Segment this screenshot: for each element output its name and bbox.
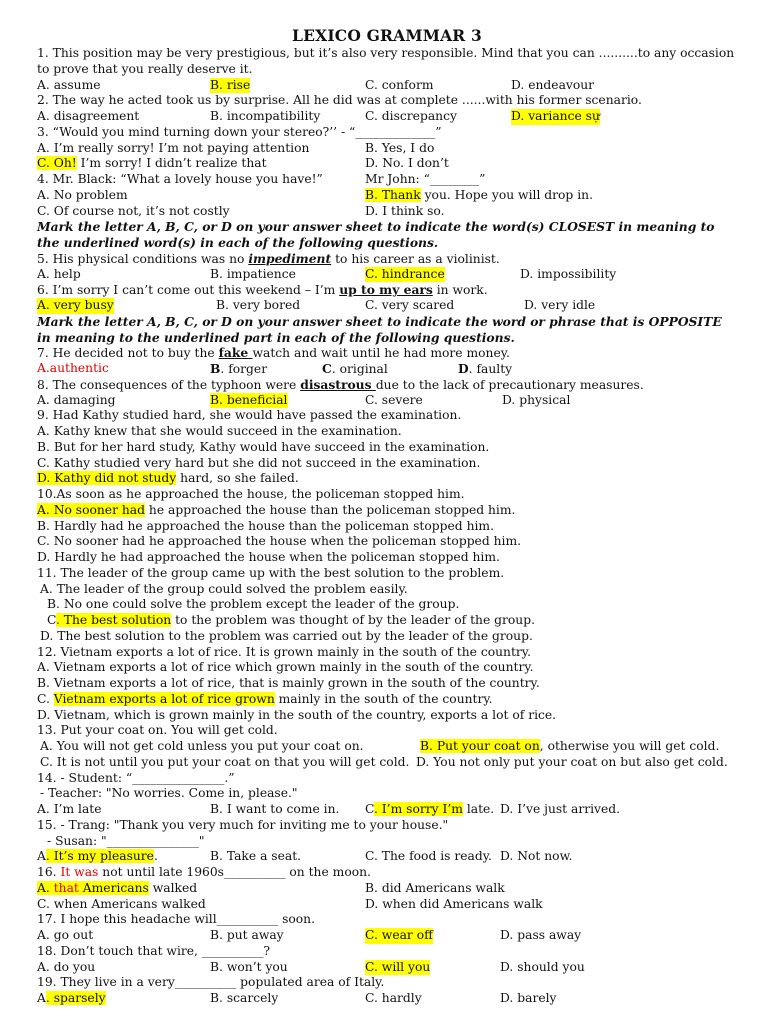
q5-option-a: A. help: [37, 266, 81, 281]
q12-option-b: B. Vietnam exports a lot of rice, that is mainly grown in the south of the country.: [37, 676, 540, 690]
q7-option-c: [322, 361, 388, 378]
q5-option-c: C. hindrance: [365, 266, 445, 281]
q16-option-d: D. when did Americans walk: [365, 896, 543, 911]
q14-option-c-rest: late.: [462, 802, 495, 816]
q11-option-c: [37, 613, 737, 629]
q19-option-c: C. hardly: [365, 991, 422, 1005]
question-18-stem: 18. Don’t touch that wire, __________?: [37, 943, 270, 958]
question-15-stem: 15. - Trang: "Thank you very much for inviting me to your house.": [37, 817, 449, 832]
q6-option-c: C. very scared: [365, 298, 455, 312]
question-3-options-cd: [37, 156, 737, 172]
q13-option-b-rest: , otherwise you will get cold.: [539, 739, 720, 753]
q1-option-a: A. assume: [37, 77, 101, 92]
question-5-options: [37, 267, 737, 283]
q6-underlined-phrase: up to my ears: [339, 282, 433, 298]
q11-option-b: B. No one could solve the problem except the leader of the group.: [47, 597, 460, 612]
q15-option-a-rest: .: [153, 849, 158, 864]
q5-option-d: D. impossibility: [520, 266, 617, 281]
q11-option-d: D. The best solution to the problem was carried out by the leader of the group.: [40, 628, 533, 643]
q3-option-c-highlight: C. Oh!: [37, 156, 77, 171]
question-17-options: [37, 928, 737, 944]
q12-option-c: [37, 692, 737, 708]
question-4-options-cd: [37, 204, 737, 220]
q7-option-d: [458, 361, 512, 378]
question-14-stem: 14. - Student: “_______________.”: [37, 770, 235, 785]
q18-option-b: B. won’t you: [210, 959, 288, 974]
q6-option-d: D. very idle: [524, 298, 596, 312]
page-title: LEXICO GRAMMAR 3: [292, 26, 482, 45]
question-13-options-cd: [37, 755, 737, 771]
q15-option-c: C. The food is ready.: [365, 849, 492, 864]
q4-option-b-highlight: B. Thank: [365, 187, 421, 202]
q16-option-b: B. did Americans walk: [365, 880, 505, 895]
q6-stem-post: in work.: [432, 283, 488, 298]
question-11-stem: 11. The leader of the group came up with the best solution to the problem.: [37, 565, 505, 580]
q8-stem-post: due to the lack of precautionary measures.: [375, 377, 644, 392]
worksheet: [37, 26, 737, 1007]
q8-stem-pre: 8. The consequences of the typhoon were: [37, 377, 301, 392]
q10-option-a: [37, 503, 737, 519]
question-1-stem: 1. This position may be very prestigious, but it’s also very responsible. Mind that you can ..........to any occasion to prove that you really deserve it.: [37, 46, 735, 76]
question-18-options: [37, 960, 737, 976]
q7-option-b: [210, 361, 267, 378]
q7-stem-pre: 7. He decided not to buy the: [37, 346, 219, 361]
q2-option-d: D. variance sự: [511, 109, 600, 123]
q3-option-d: D. No. I don’t: [365, 156, 449, 171]
question-7-options: [37, 361, 737, 377]
q5-option-b: B. impatience: [210, 266, 296, 281]
q15-option-b: B. Take a seat.: [210, 849, 302, 864]
q14-option-d: D. I’ve just arrived.: [500, 802, 621, 816]
question-4-options-ab: [37, 188, 737, 204]
q10-option-b: B. Hardly had he approached the house than the policeman stopped him.: [37, 518, 494, 533]
q4-option-b: [365, 188, 593, 204]
q4-option-a: A. No problem: [37, 187, 128, 202]
question-17-stem: 17. I hope this headache will__________ soon.: [37, 912, 316, 927]
q11-option-a: A. The leader of the group could solved the problem easily.: [40, 581, 408, 596]
q14-option-c: [365, 802, 494, 818]
q9-option-d-highlight: D. Kathy did not study: [37, 471, 177, 486]
q12-option-c-highlight: Vietnam exports a lot of rice grown: [53, 691, 275, 706]
q10-option-d: D. Hardly he had approached the house when the policeman stopped him.: [37, 550, 500, 564]
q16-stem-post: not until late 1960s__________ on the moon.: [98, 865, 371, 879]
q13-option-c: C. It is not until you put your coat on that you will get cold.: [40, 754, 410, 769]
q7-option-d-letter: D: [458, 361, 469, 376]
q5-stem-pre: 5. His physical conditions was no: [37, 251, 249, 266]
q11-option-c-highlight: . The best solution: [55, 613, 172, 627]
q17-option-a: A. go out: [37, 928, 94, 942]
q19-option-b: B. scarcely: [210, 991, 279, 1005]
q7-option-c-text: . original: [331, 362, 388, 376]
question-19-options: [37, 991, 737, 1007]
q11-option-c-rest: to the problem was thought of by the leader of the group.: [171, 613, 535, 627]
question-10-stem: 10.As soon as he approached the house, the policeman stopped him.: [37, 487, 465, 501]
q13-option-d: D. You not only put your coat on but also get cold.: [416, 754, 728, 769]
question-8-options: [37, 393, 737, 409]
question-13-stem: 13. Put your coat on. You will get cold.: [37, 723, 278, 738]
question-15-reply: - Susan: "_______________": [47, 833, 205, 848]
question-4-stem: 4. Mr. Black: “What a lovely house you have!”: [37, 172, 323, 186]
q10-option-a-rest: he approached the house than the policeman stopped him.: [145, 502, 516, 517]
q6-option-a: A. very busy: [37, 298, 114, 312]
q18-option-a: A. do you: [37, 959, 96, 974]
q10-option-c: C. No sooner had he approached the house when the policeman stopped him.: [37, 534, 522, 549]
q14-option-b: B. I want to come in.: [210, 802, 340, 816]
q1-option-c: C. conform: [365, 77, 434, 92]
q16-stem-pre: 16.: [37, 865, 61, 879]
q1-option-b: B. rise: [210, 77, 251, 92]
q14-option-c-letter: C: [365, 802, 374, 816]
q10-option-a-highlight: A. No sooner had: [37, 502, 145, 517]
question-2-options: [37, 109, 737, 125]
question-5-stem: [37, 251, 737, 267]
q8-underlined-word: disastrous: [300, 376, 376, 392]
q16-stem-red: It was: [60, 865, 99, 879]
q13-option-a: A. You will not get cold unless you put your coat on.: [40, 739, 364, 753]
question-16-options-cd: [37, 897, 737, 913]
q19-option-d: D. barely: [500, 991, 557, 1005]
q8-option-d: D. physical: [502, 392, 571, 407]
question-3-stem: 3. “Would you mind turning down your stereo?’’ - “_____________”: [37, 124, 442, 139]
q15-option-d: D. Not now.: [500, 849, 573, 864]
q15-option-a-letter: A: [37, 849, 46, 864]
q12-option-c-letter: C.: [37, 691, 54, 706]
q2-option-b: B. incompatibility: [210, 109, 321, 123]
question-6-stem: [37, 282, 737, 298]
q7-option-d-text: . faulty: [468, 362, 513, 376]
q7-option-a: A.authentic: [37, 361, 109, 375]
q16-option-a-letter: A.: [37, 880, 54, 895]
q5-stem-post: to his career as a violinist.: [331, 251, 500, 266]
q2-option-a: A. disagreement: [37, 109, 140, 123]
q9-option-d: [37, 471, 737, 487]
q9-option-b: B. But for her hard study, Kathy would have succeed in the examination.: [37, 439, 490, 454]
q14-option-c-highlight: . I’m sorry I’m: [373, 802, 463, 816]
instruction-closest-meaning: Mark the letter A, B, C, or D on your answer sheet to indicate the word(s) CLOSEST in meaning to the underlined word(s) in each of the following questions.: [37, 219, 715, 250]
q7-option-c-letter: C: [322, 361, 332, 376]
question-9-stem: 9. Had Kathy studied hard, she would have passed the examination.: [37, 408, 462, 423]
q16-option-a-rest: walked: [148, 880, 198, 895]
question-7-stem: [37, 345, 737, 361]
q4-option-d: D. I think so.: [365, 203, 445, 218]
q15-option-a: [37, 849, 158, 865]
q8-option-c: C. severe: [365, 392, 423, 407]
q11-option-c-letter: C: [47, 613, 56, 627]
question-14-reply: - Teacher: "No worries. Come in, please.": [40, 786, 298, 801]
q3-option-c-rest: I’m sorry! I didn’t realize that: [76, 156, 267, 171]
question-16-options-ab: [37, 881, 737, 897]
q5-underlined-word: impediment: [248, 250, 332, 266]
q6-stem-pre: 6. I’m sorry I can’t come out this weekend – I’m: [37, 283, 340, 298]
q13-option-b-highlight: B. Put your coat on: [420, 739, 540, 753]
q12-option-c-rest: mainly in the south of the country.: [274, 691, 493, 706]
q18-option-d: D. should you: [500, 959, 585, 974]
q7-underlined-word: fake: [218, 345, 253, 361]
q14-option-a: A. I’m late: [37, 802, 102, 816]
question-1-options: [37, 78, 737, 94]
q3-option-a: A. I’m really sorry! I’m not paying attention: [37, 140, 310, 155]
question-4-reply: Mr John: “________”: [365, 172, 486, 186]
q16-option-a: [37, 881, 197, 897]
q8-option-a: A. damaging: [37, 392, 116, 407]
q9-option-a: A. Kathy knew that she would succeed in the examination.: [37, 424, 402, 438]
q4-option-b-rest: you. Hope you will drop in.: [420, 187, 593, 202]
q16-option-a-red: that: [53, 880, 79, 895]
q3-option-c: [37, 156, 267, 172]
q1-option-d: D. endeavour: [511, 77, 595, 92]
q8-option-b: B. beneficial: [210, 392, 288, 407]
question-8-stem: [37, 377, 737, 393]
question-19-stem: 19. They live in a very__________ populated area of Italy.: [37, 975, 385, 990]
q7-option-b-letter: B: [210, 361, 221, 376]
question-13-options-ab: [37, 739, 737, 755]
question-16-stem: [37, 865, 737, 881]
question-4-stem-row: [37, 172, 737, 188]
q7-option-b-text: . forger: [220, 362, 268, 376]
q19-option-a-highlight: . sparsely: [45, 991, 106, 1005]
q9-option-c: C. Kathy studied very hard but she did not succeed in the examination.: [37, 455, 481, 470]
q12-option-a: A. Vietnam exports a lot of rice which grown mainly in the south of the country.: [37, 660, 534, 675]
q17-option-d: D. pass away: [500, 928, 582, 942]
q7-stem-post: watch and wait until he had more money.: [252, 346, 510, 361]
q3-option-b: B. Yes, I do: [365, 140, 435, 155]
q12-option-d: D. Vietnam, which is grown mainly in the south of the country, exports a lot of rice.: [37, 707, 557, 722]
q19-option-a: [37, 991, 106, 1007]
q2-option-c: C. discrepancy: [365, 109, 457, 123]
question-12-stem: 12. Vietnam exports a lot of rice. It is grown mainly in the south of the country.: [37, 644, 532, 659]
q18-option-c: C. will you: [365, 959, 431, 974]
question-6-options: [37, 298, 737, 314]
q4-option-c: C. Of course not, it’s not costly: [37, 203, 230, 218]
q9-option-d-rest: hard, so she failed.: [176, 471, 299, 486]
q6-option-b: B. very bored: [216, 298, 301, 312]
question-15-options: [37, 849, 737, 865]
q16-option-a-highlight: Americans: [78, 880, 149, 895]
q17-option-b: B. put away: [210, 928, 284, 942]
q15-option-a-highlight: . It’s my pleasure: [45, 849, 154, 864]
question-2-stem: 2. The way he acted took us by surprise. All he did was at complete ......with his former scenario.: [37, 93, 642, 108]
instruction-opposite-meaning: Mark the letter A, B, C, or D on your answer sheet to indicate the word or phrase that is OPPOSITE in meaning to the underlined part in each of the following questions.: [37, 313, 722, 345]
question-14-options: [37, 802, 737, 818]
q13-option-b: [420, 739, 719, 755]
q17-option-c: C. wear off: [365, 928, 433, 942]
question-3-options-ab: [37, 141, 737, 157]
q19-option-a-letter: A: [37, 991, 46, 1005]
q16-option-c: C. when Americans walked: [37, 896, 206, 911]
